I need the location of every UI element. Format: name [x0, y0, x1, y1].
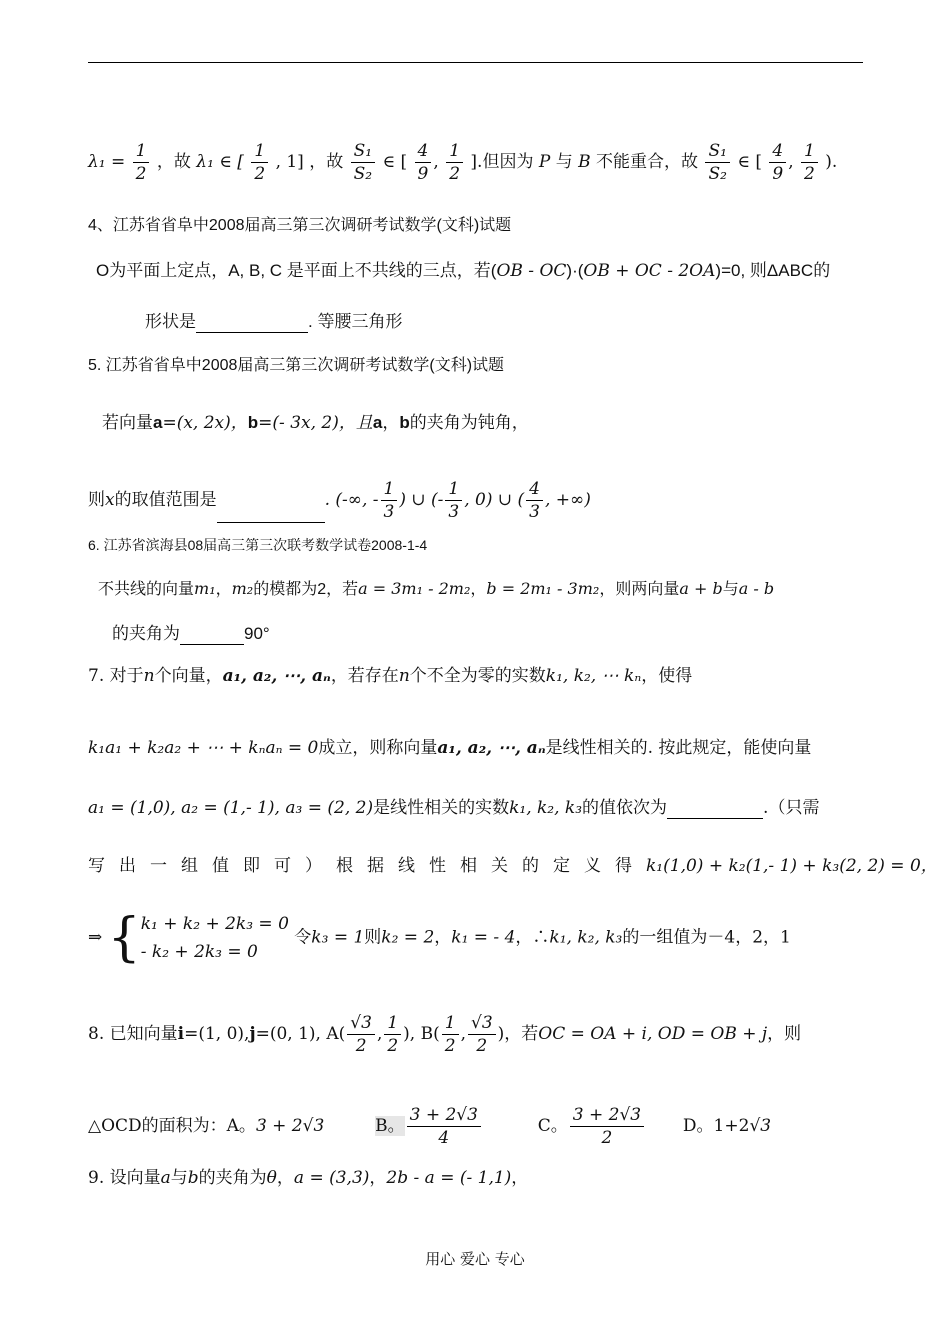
q5-answer-line: 则x的取值范围是 . (-∞, - $\frac{1}{3}$ ) ∪ (- $\frac{1}{3}$ , 0) ∪ ( $\frac{4}{3}$ , +∞)	[88, 479, 591, 522]
q5-blank	[217, 500, 325, 523]
q4-answer-line: 形状是 . 等腰三角形	[145, 312, 403, 331]
q7-line5: ⇒ { k₁ + k₂ + 2k₃ = 0 - k₂ + 2k₃ = 0 令k₃ = 1则k₂ = 2，k₁ = - 4，∴k₁, k₂, k₃的一组值为－4，2，1	[88, 908, 791, 968]
equation-system: k₁ + k₂ + 2k₃ = 0 - k₂ + 2k₃ = 0	[140, 914, 289, 962]
q8-line1: 8. 已知向量i=(1, 0),j=(0, 1), A( $\frac{√3}{2}$ , $\frac{1}{2}$ ), B( $\frac{1}{2}$ , $\frac{√3}{2}$ )，若OC = OA + i, OD = OB + j，则	[88, 1013, 802, 1056]
q6-body: 不共线的向量m₁，m₂的模都为2，若a = 3m₁ - 2m₂，b = 2m₁ - 3m₂，则两向量a + b与a - b	[98, 579, 775, 598]
q7-blank	[667, 796, 763, 819]
q4-blank	[196, 310, 308, 333]
q6-answer-line: 的夹角为 90°	[112, 624, 270, 643]
q7-line1: 7. 对于n个向量，a₁, a₂, ⋯, aₙ，若存在n个不全为零的实数k₁, k₂, ⋯ kₙ，使得	[88, 666, 693, 686]
option-a: 3 + 2√3	[255, 1116, 325, 1136]
q7-line2: k₁a₁ + k₂a₂ + ⋯ + kₙaₙ = 0成立，则称向量a₁, a₂, ⋯, aₙ是线性相关的. 按此规定，能使向量	[88, 738, 812, 758]
page-footer: 用心 爱心 专心	[425, 1250, 525, 1268]
q6-heading: 6. 江苏省滨海县08届高三第三次联考数学试卷2008-1-4	[88, 537, 428, 553]
lambda-eq: λ₁ =	[88, 152, 126, 172]
formula-line-1: λ₁ = $\frac{1}{2}$ ，故 λ₁ ∈ [ $\frac{1}{2}$ , 1] ，故 $\frac{\text{S₁}}{\text{S₂}}$ ∈ [ $\frac{4}{9}$ , $\frac{1}{2}$ ].但因为 P 与 B 不能重合，故 $\frac{\text{S₁}}{\text{S₂}}$ ∈ [ $\frac{4}{9}$ , $\frac{1}{2}$ ).	[88, 141, 838, 184]
q9-line1: 9. 设向量a与b的夹角为θ，a = (3,3)，2b - a = (- 1,1)，	[88, 1168, 529, 1188]
q4-heading: 4、江苏省省阜中2008届高三第三次调研考试数学(文科)试题	[88, 217, 512, 234]
option-d: D。1+2	[682, 1116, 750, 1136]
q6-blank	[180, 622, 244, 645]
q5-heading: 5. 江苏省省阜中2008届高三第三次调研考试数学(文科)试题	[88, 357, 505, 374]
frac-half: $\frac{1}{2}$	[133, 140, 150, 185]
option-c: $\frac{3 + 2√3}{2}$	[570, 1104, 644, 1149]
q7-line4: 写出一组值即可）根据线性相关的定义得k₁(1,0) + k₂(1,- 1) + k₃(2, 2) = 0，	[88, 856, 938, 876]
option-b: $\frac{3 + 2√3}{4}$	[407, 1104, 481, 1149]
system-brace: {	[107, 908, 141, 968]
q5-body: 若向量a=(x, 2x)，b=(- 3x, 2)，且a，b的夹角为钝角，	[102, 413, 529, 433]
frac-s1-s2: $\frac{\text{S₁}}{\text{S₂}}$	[351, 140, 375, 185]
q4-body: O为平面上定点，A, B, C 是平面上不共线的三点，若(OB - OC)·(OB + OC - 2OA)=0, 则ΔABC的	[96, 261, 831, 281]
q8-options: △OCD的面积为：A。3 + 2√3 B。 $\frac{3 + 2√3}{4}$ C。 $\frac{3 + 2√3}{2}$ D。1+2√3	[88, 1105, 772, 1148]
header-rule	[88, 62, 863, 63]
q7-line3: a₁ = (1,0), a₂ = (1,- 1), a₃ = (2, 2)是线性相关的实数k₁, k₂, k₃的值依次为 .（只需	[88, 798, 820, 818]
